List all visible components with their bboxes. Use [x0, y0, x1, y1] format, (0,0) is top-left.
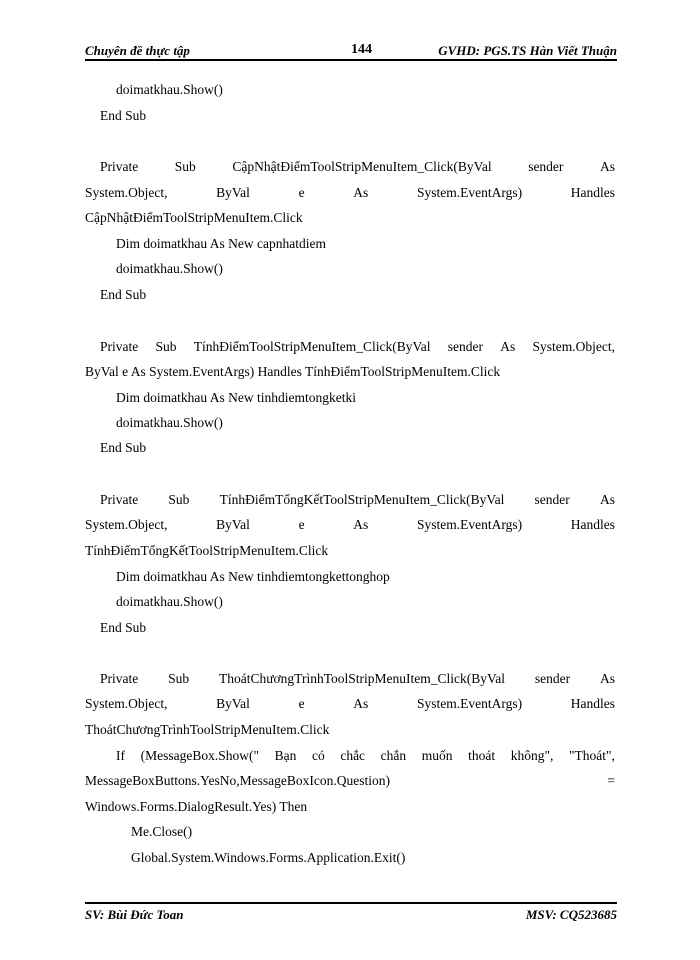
code-line: Windows.Forms.DialogResult.Yes) Then: [85, 799, 308, 814]
code-line: System.Object, ByVal e As System.EventArgs) Handles: [85, 185, 615, 200]
code-line: End Sub: [100, 287, 147, 302]
code-line: Me.Close(): [131, 824, 193, 839]
page-number: 144: [351, 42, 372, 57]
header-title: Chuyên đề thực tập: [85, 43, 190, 58]
code-line: End Sub: [100, 620, 147, 635]
header-rule: [85, 59, 617, 61]
code-line: End Sub: [100, 108, 147, 123]
code-line: Private Sub CậpNhậtĐiểmToolStripMenuItem_Click(ByVal sender As: [100, 159, 615, 174]
code-line: MessageBoxButtons.YesNo,MessageBoxIcon.Question) =: [85, 773, 615, 788]
code-line: CậpNhậtĐiểmToolStripMenuItem.Click: [85, 210, 303, 225]
code-line: Private Sub TínhĐiểmTổngKếtToolStripMenuItem_Click(ByVal sender As: [100, 492, 615, 507]
code-line: doimatkhau.Show(): [116, 415, 223, 430]
code-line: System.Object, ByVal e As System.EventArgs) Handles: [85, 517, 615, 532]
header-advisor: GVHD: PGS.TS Hàn Viết Thuận: [438, 43, 617, 58]
code-line: End Sub: [100, 440, 147, 455]
code-line: Global.System.Windows.Forms.Application.Exit(): [131, 850, 406, 865]
footer-student-id: MSV: CQ523685: [525, 907, 617, 922]
code-line: doimatkhau.Show(): [116, 594, 223, 609]
code-line: ByVal e As System.EventArgs) Handles TínhĐiểmToolStripMenuItem.Click: [85, 364, 501, 379]
code-line: Private Sub TínhĐiểmToolStripMenuItem_Click(ByVal sender As System.Object,: [100, 339, 615, 354]
code-line: doimatkhau.Show(): [116, 82, 223, 97]
page-footer: [85, 907, 617, 923]
code-line: doimatkhau.Show(): [116, 261, 223, 276]
footer-student: SV: Bùi Đức Toan: [85, 907, 184, 922]
code-line: If (MessageBox.Show(" Bạn có chắc chắn muốn thoát không", "Thoát",: [116, 748, 615, 763]
footer-rule: [85, 902, 617, 904]
code-line: Private Sub ThoátChươngTrìnhToolStripMenuItem_Click(ByVal sender As: [100, 671, 615, 686]
code-line: System.Object, ByVal e As System.EventArgs) Handles: [85, 696, 615, 711]
page-header: [85, 43, 617, 59]
code-line: TínhĐiểmTổngKếtToolStripMenuItem.Click: [85, 543, 329, 558]
code-line: Dim doimatkhau As New tinhdiemtongketki: [116, 390, 356, 405]
code-line: ThoátChươngTrìnhToolStripMenuItem.Click: [85, 722, 330, 737]
code-line: Dim doimatkhau As New tinhdiemtongkettonghop: [116, 569, 390, 584]
code-line: Dim doimatkhau As New capnhatdiem: [116, 236, 326, 251]
